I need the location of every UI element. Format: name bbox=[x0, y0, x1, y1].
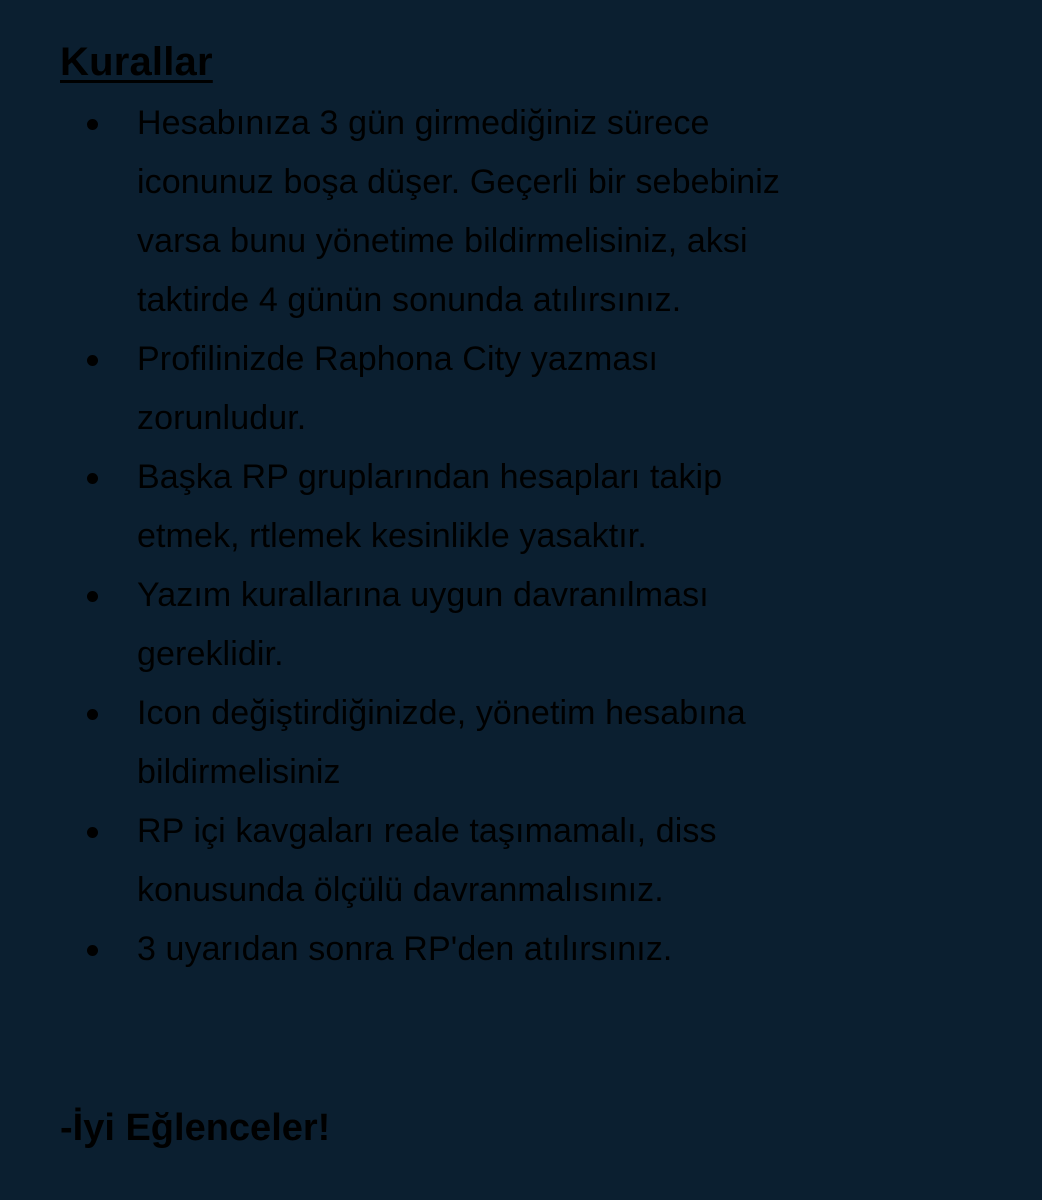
rule-text: Başka RP gruplarından hesapları takip etmek, rtlemek kesinlikle yasaktır. bbox=[137, 458, 723, 555]
bullet-icon bbox=[87, 473, 98, 484]
bullet-icon bbox=[87, 355, 98, 366]
bullet-icon bbox=[87, 827, 98, 838]
rules-title: Kurallar bbox=[60, 40, 213, 84]
rule-text: RP içi kavgaları reale taşımamalı, diss konusunda ölçülü davranmalısınız. bbox=[137, 812, 717, 909]
closing-message: -İyi Eğlenceler! bbox=[60, 1107, 331, 1149]
rule-item bbox=[60, 330, 780, 448]
rule-text: Hesabınıza 3 gün girmediğiniz sürece iconunuz boşa düşer. Geçerli bir sebebiniz varsa bunu yönetime bildirmelisiniz, aksi taktirde 4 günün sonunda atılırsınız. bbox=[137, 104, 781, 319]
bullet-icon bbox=[87, 945, 98, 956]
rule-item bbox=[60, 802, 780, 920]
rule-text: Yazım kurallarına uygun davranılması gereklidir. bbox=[137, 576, 709, 673]
rule-item bbox=[60, 684, 780, 802]
rule-item bbox=[60, 566, 780, 684]
rules-list bbox=[60, 94, 780, 979]
rule-item bbox=[60, 920, 780, 979]
bullet-icon bbox=[87, 709, 98, 720]
rule-item bbox=[60, 94, 780, 330]
rule-text: Profilinizde Raphona City yazması zorunludur. bbox=[137, 340, 659, 437]
bullet-icon bbox=[87, 119, 98, 130]
bullet-icon bbox=[87, 591, 98, 602]
rule-text: 3 uyarıdan sonra RP'den atılırsınız. bbox=[137, 930, 673, 968]
rule-text: Icon değiştirdiğinizde, yönetim hesabına bildirmelisiniz bbox=[137, 694, 746, 791]
rule-item bbox=[60, 448, 780, 566]
